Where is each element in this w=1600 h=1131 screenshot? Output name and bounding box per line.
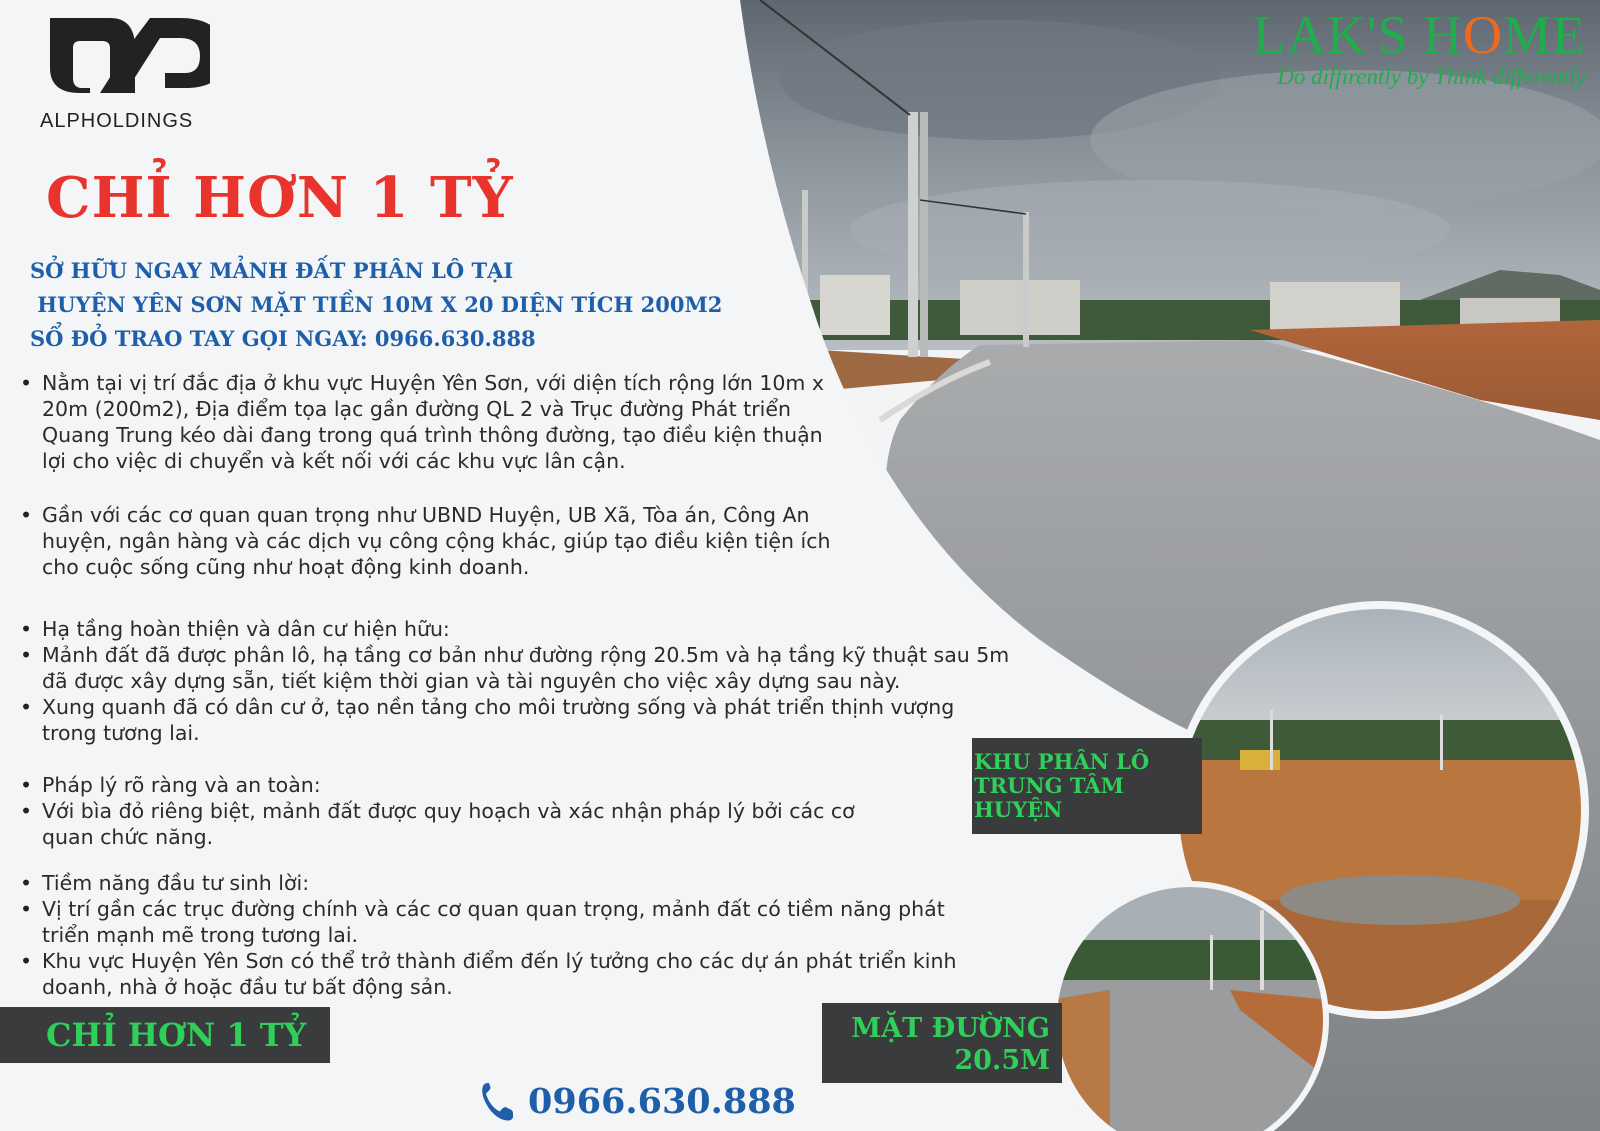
subhead-line: HUYỆN YÊN SƠN MẶT TIỀN 10M X 20 DIỆN TÍCH 200M2 [30,292,723,317]
lot-area-tag-line: KHU PHÂN LÔ [974,749,1150,774]
road-width-tag-line: MẶT ĐƯỜNG [851,1013,1050,1044]
brand-title-o: O [1463,5,1503,65]
brand-title: LAK'S HOME [1252,5,1586,65]
list-item: • Nằm tại vị trí đắc địa ở khu vực Huyện Yên Sơn, với diện tích rộng lớn 10m x 20m (200m2), Địa điểm tọa lạc gần đường QL 2 và Trục đường Phát triển Quang Trung kéo dài đang trong quá trình thông đường, tạo điều kiện thuận lợi cho việc di chuyển và kết nối với các khu vực lân cận. [20,370,830,474]
road-width-tag-line: 20.5M [954,1045,1050,1076]
feature-group [20,370,830,474]
brand-slogan: Do diffirently by Think differently [1277,64,1586,89]
feature-list [20,370,1010,1028]
subhead-line: SỞ HỮU NGAY MẢNH ĐẤT PHÂN LÔ TẠI [30,258,514,283]
logo-name: ALPHOLDINGS [40,110,194,132]
list-item: • Tiềm năng đầu tư sinh lời: [20,870,970,896]
list-item: • Mảnh đất đã được phân lô, hạ tầng cơ bản như đường rộng 20.5m và hạ tầng kỹ thuật sau 5m đã được xây dựng sẵn, tiết kiệm thời gian và tài nguyên cho việc xây dựng sau này. [20,642,1010,694]
subheads [30,254,722,356]
subhead-line: SỔ ĐỎ TRAO TAY GỌI NGAY: 0966.630.888 [30,326,536,351]
feature-group [20,616,1010,746]
list-item: • Với bìa đỏ riêng biệt, mảnh đất được quy hoạch và xác nhận pháp lý bởi các cơ quan chức năng. [20,798,880,850]
list-item: • Khu vực Huyện Yên Sơn có thể trở thành điểm đến lý tưởng cho các dự án phát triển kinh doanh, nhà ở hoặc đầu tư bất động sản. [20,948,970,1000]
price-tag: CHỈ HƠN 1 TỶ [0,1007,330,1063]
feature-group [20,502,850,580]
lot-area-tag-line: HUYỆN [974,797,1063,822]
phone-number[interactable]: 0966.630.888 [528,1080,796,1122]
list-item: • Pháp lý rõ ràng và an toàn: [20,772,880,798]
lot-area-tag [972,738,1202,834]
lot-area-tag-line: TRUNG TÂM [974,773,1124,798]
feature-group [20,772,880,850]
road-surface-photo [1050,880,1330,1131]
list-item: • Vị trí gần các trục đường chính và các cơ quan quan trọng, mảnh đất có tiềm năng phát triển mạnh mẽ trong tương lai. [20,896,970,948]
brand-block [1253,6,1586,90]
phone-contact[interactable] [480,1080,796,1122]
headline: CHỈ HƠN 1 TỶ [46,165,514,231]
feature-group [20,870,970,1000]
list-item: • Hạ tầng hoàn thiện và dân cư hiện hữu: [20,616,1010,642]
list-item: • Xung quanh đã có dân cư ở, tạo nền tảng cho môi trường sống và phát triển thịnh vượng trong tương lai. [20,694,1010,746]
road-width-tag [822,1003,1062,1083]
phone-icon [480,1080,516,1122]
list-item: • Gần với các cơ quan quan trọng như UBND Huyện, UB Xã, Tòa án, Công An huyện, ngân hàng và các dịch vụ công cộng khác, giúp tạo điều kiện tiện ích cho cuộc sống cũng như hoạt động kinh doanh. [20,502,850,580]
